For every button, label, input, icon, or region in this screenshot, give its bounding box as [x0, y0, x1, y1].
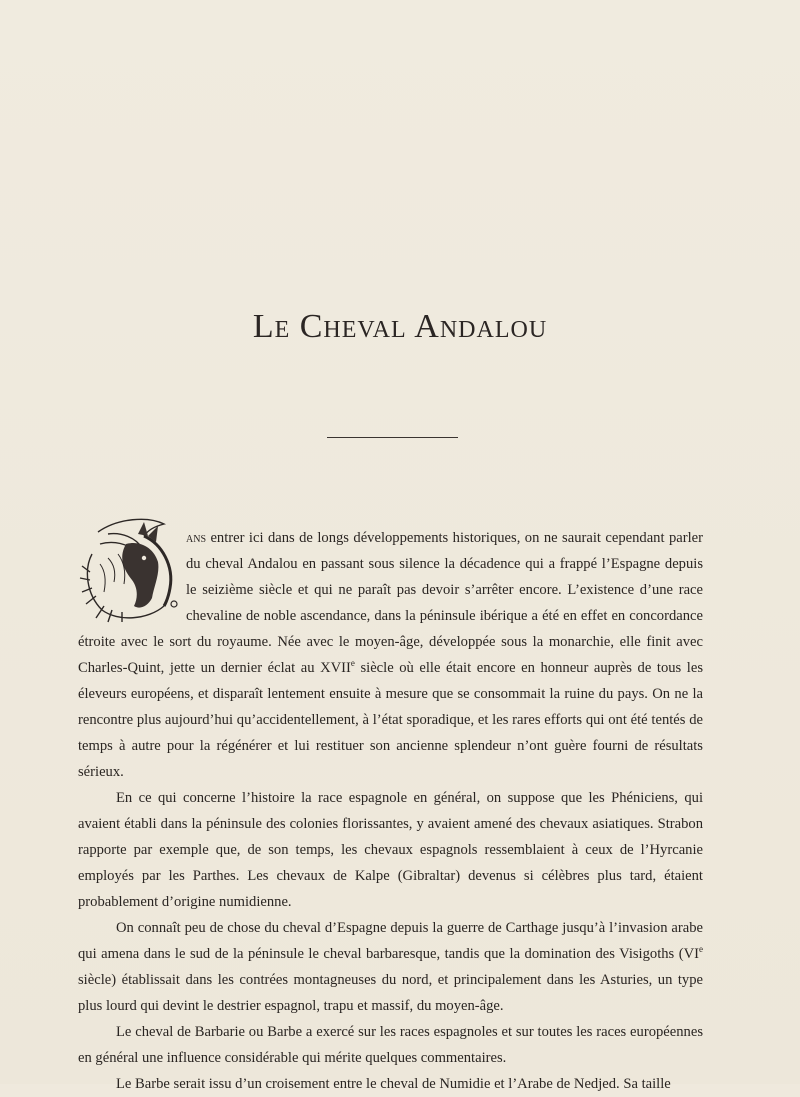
paragraph: Le cheval de Barbarie ou Barbe a exercé sur les races espagnoles et sur toutes les races européennes en général une influence considérable qui mérite quelques commentaires. [78, 1024, 703, 1066]
title-divider [327, 437, 458, 438]
paragraph: En ce qui concerne l’histoire la race espagnole en général, on suppose que les Phéniciens, qui avaient établi dans la péninsule des colonies florissantes, y avaient amené des chevaux asiatiques. Strabon rapporte par exemple que, de son temps, les chevaux espagnols ressemblaient à ceux de l’Hyrcanie employés par les Parthes. Les chevaux de Kalpe (Gibraltar) devenus si célèbres plus tard, étaient probablement d’origine numidienne. [78, 790, 703, 910]
paragraph: Le Barbe serait issu d’un croisement entre le cheval de Numidie et l’Arabe de Nedjed. Sa taille [116, 1076, 671, 1092]
paragraph: On connaît peu de chose du cheval d’Espagne depuis la guerre de Carthage jusqu’à l’invasion arabe qui amena dans le sud de la péninsule le cheval barbaresque, tandis que la domination des Visigoths (VIe siècle) établissait dans les contrées montagneuses du nord, et principalement dans les Asturies, un type plus lourd qui devint le destrier espagnol, trapu et massif, du moyen-âge. [78, 920, 703, 1014]
lead-in: ans [186, 530, 207, 546]
paragraph: ans entrer ici dans de longs développements historiques, on ne saurait cependant parler du cheval Andalou en passant sous silence la décadence qui a frappé l’Espagne depuis le seizième siècle et qui ne paraît pas devoir s’arrêter encore. L’existence d’une race chevaline de noble ascendance, dans la péninsule ibérique a été en effet en concordance étroite avec le sort du royaume. Née avec le moyen-âge, développée sous la monarchie, elle finit avec Charles-Quint, jette un dernier éclat au XVIIe siècle où elle était encore en honneur auprès de tous les éleveurs européens, et disparaît lentement ensuite à mesure que se consommait la ruine du pays. On ne la rencontre plus aujourd’hui qu’accidentellement, à l’état sporadique, et les rares efforts qui ont été tentés de temps à autre pour la régénérer et lui restituer son ancienne splendeur n’ont guère fourni de résultats sérieux. [78, 530, 704, 780]
page-title: Le Cheval Andalou [252, 308, 548, 345]
body-text [78, 525, 703, 1097]
